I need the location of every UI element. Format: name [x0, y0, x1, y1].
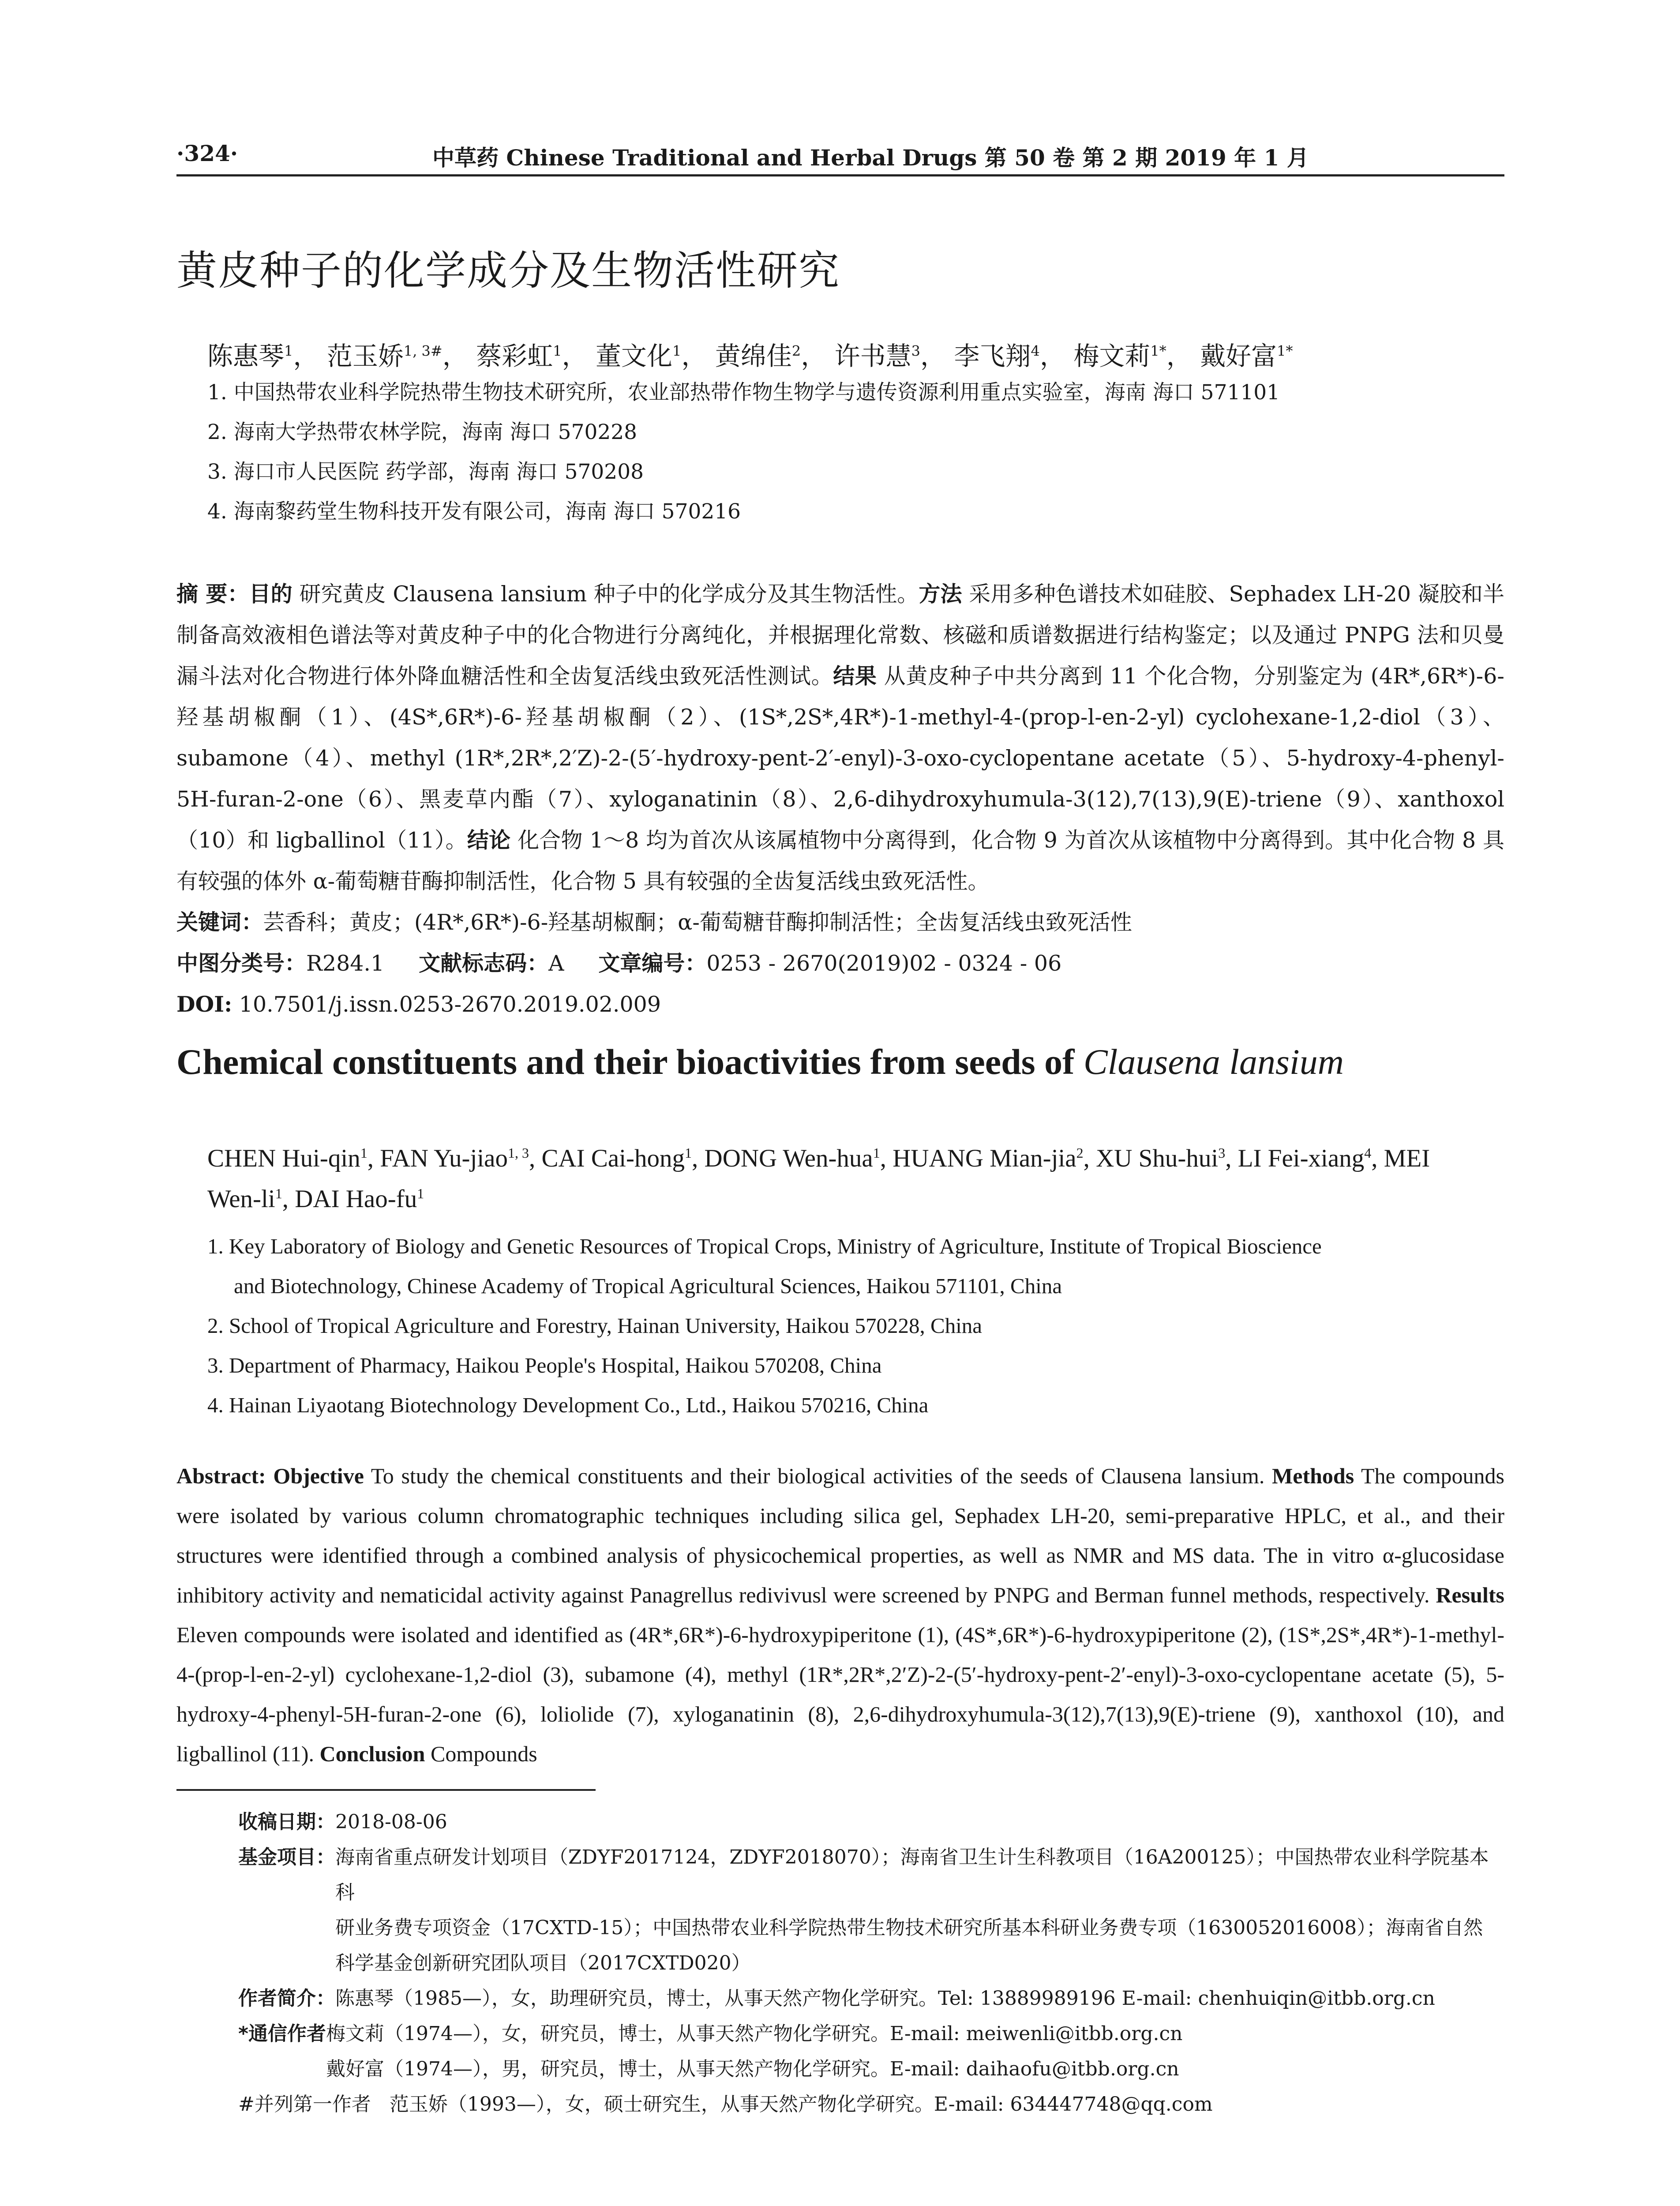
doc-code-value: A [548, 951, 564, 976]
clc-value: R284.1 [306, 951, 385, 976]
affiliation-en-4: 4. Hainan Liyaotang Biotechnology Development Co., Ltd., Haikou 570216, China [207, 1393, 929, 1417]
classification-line [176, 943, 1504, 984]
author-cn: 黄绵佳$^2$， [715, 341, 827, 371]
abstract-label: 摘 要： [176, 582, 249, 607]
doc-code-label: 文献标志码： [419, 951, 549, 976]
author-en: XU Shu-hui$^3$, [1096, 1144, 1238, 1172]
article-no-label: 文章编号： [598, 951, 707, 976]
author-en: CHEN Hui-qin$^1$, [207, 1144, 380, 1172]
keywords-text: 芸香科；黄皮；(4R*,6R*)-6-羟基胡椒酮；α-葡萄糖苷酶抑制活性；全齿复活线虫致死活性 [263, 910, 1132, 935]
results-text: 从黄皮种子中共分离到 11 个化合物，分别鉴定为 (4R*,6R*)-6-羟基胡椒酮（1）、(4S*,6R*)-6-羟基胡椒酮（2）、(1S*,2S*,4R*)-1-methyl-4-(prop-l-en-2-yl) cyclohexane-1,2-diol（3）、subamone（4）、methyl (1R*,2R*,2′Z)-2-(5′-hydroxy-pent-2′-enyl)-3-oxo-cyclopentane acetate（5）、5-hydroxy-4-phenyl-5H-furan-2-one（6）、黑麦草内酯（7）、xyloganatinin（8）、2,6-dihydroxyhumula-3(12),7(13),9(E)-triene（9）、xanthoxol（10）和 ligballinol（11）。 [176, 664, 1504, 853]
author-cn: 董文化$^1$， [596, 341, 707, 371]
footnote-divider [176, 1789, 596, 1791]
author-en: MEI Wen-$li^1$, [207, 1144, 1430, 1213]
doi-line [176, 984, 1504, 1025]
results-label: 结果 [833, 664, 877, 689]
affiliation-en-3: 3. Department of Pharmacy, Haikou People's Hospital, Haikou 570208, China [207, 1353, 882, 1377]
corresponding-authors: *通信作者 梅文莉（1974—），女，研究员，博士，从事天然产物化学研究。E-mail: meiwenli@itbb.org.cn 戴好富（1974—），男，研究员，博士，从事天然产物化学研究。E-mail: daihaofu@itbb.org.cn [238, 2022, 1183, 2080]
author-bio: 作者简介： 陈惠琴（1985—），女，助理研究员，博士，从事天然产物化学研究。Tel: 13889989196 E-mail: chenhuiqin@itbb.org.cn [238, 1987, 1435, 2010]
methods-en-label: Methods [1272, 1463, 1354, 1488]
fund-info: 基金项目： 海南省重点研发计划项目（ZDYF2017124，ZDYF2018070）；海南省卫生计生科教项目（16A200125）；中国热带农业科学院基本科 研业务费专项资金（17CXTD-15）；中国热带农业科学院热带生物技术研究所基本科研业务费专项（1630052016008）；海南省自然 科学基金创新研究团队项目（2017CXTD020） [238, 1846, 1489, 1974]
affiliation-cn-2: 2. 海南大学热带农林学院，海南 海口 570228 [207, 420, 638, 444]
doi-value: 10.7501/j.issn.0253-2670.2019.02.009 [239, 992, 661, 1017]
author-en: DAI Hao-$fu^1$ [295, 1185, 424, 1213]
methods-label: 方法 [919, 582, 962, 607]
received-date: 收稿日期： 2018-08-06 [238, 1811, 447, 1833]
affiliation-en-2: 2. School of Tropical Agriculture and Forestry, Hainan University, Haikou 570228, China [207, 1313, 982, 1338]
english-authors [207, 1138, 1487, 1219]
author-en: FAN Yu-jiao$^{1, 3}$, [380, 1144, 542, 1172]
author-cn: 戴好富$^{1*}$ [1200, 341, 1293, 371]
affiliation-cn-4: 4. 海南黎药堂生物科技开发有限公司，海南 海口 570216 [207, 499, 741, 524]
co-first-author: #并列第一作者 范玉娇（1993—），女，硕士研究生，从事天然产物化学研究。E-mail: 634447748@qq.com [238, 2093, 1213, 2116]
conclusion-en-text: Compounds [430, 1741, 537, 1766]
methods-en-text: The compounds were isolated by various column chromatographic techniques including silica gel, Sephadex LH-20, semi-preparative HPLC, et al., and their structures were identified through a combined analysis of physicochemical properties, as well as NMR and MS data. The in vitro α-glucosidase inhibitory activity and nematicidal activity against Panagrellus redivivusl were screened by PNPG and Berman funnel methods, respectively. [176, 1463, 1504, 1607]
abstract-en-label: Abstract: [176, 1463, 266, 1488]
footnotes [238, 1805, 1504, 2122]
author-cn: 陈惠琴$^1$， [207, 341, 319, 371]
results-en-text: Eleven compounds were isolated and identified as (4R*,6R*)-6-hydroxypiperitone (1), (4S*,6R*)-6-hydroxypiperitone (2), (1S*,2S*,4R*)-1-methyl-4-(prop-l-en-2-yl) cyclohexane-1,2-diol (3), subamone (4), methyl (1R*,2R*,2′Z)-2-(5′-hydroxy-pent-2′-enyl)-3-oxo-cyclopentane acetate (5), 5-hydroxy-4-phenyl-5H-furan-2-one (6), loliolide (7), xyloganatinin (8), 2,6-dihydroxyhumula-3(12),7(13),9(E)-triene (9), xanthoxol (10), and ligballinol (11). [176, 1622, 1504, 1766]
conclusion-label: 结论 [467, 828, 511, 853]
keywords-label: 关键词： [176, 910, 263, 935]
english-title [176, 1041, 1344, 1083]
objective-en-text: To study the chemical constituents and their biological activities of the seeds of Clausena lansium. [371, 1463, 1265, 1488]
affiliation-cn-1: 1. 中国热带农业科学院热带生物技术研究所，农业部热带作物生物学与遗传资源利用重点实验室，海南 海口 571101 [207, 380, 1280, 405]
abstract-cn-body [176, 574, 1504, 902]
clc-label: 中图分类号： [176, 951, 307, 976]
abstract-cn [176, 574, 1504, 1025]
author-en: LI Fei-xiang$^4$, [1238, 1144, 1384, 1172]
conclusion-text: 化合物 1～8 均为首次从该属植物中分离得到，化合物 9 为首次从该植物中分离得到。其中化合物 8 具有较强的体外 α-葡萄糖苷酶抑制活性，化合物 5 具有较强的全齿复活线虫致死活性。 [176, 828, 1504, 894]
english-title-main: Chemical constituents and their bioactivities from seeds of [176, 1042, 1084, 1082]
author-en: CAI Cai-hong$^1$, [541, 1144, 705, 1172]
author-cn: 许书慧$^3$， [834, 341, 946, 371]
author-en: DONG Wen-hua$^1$, [704, 1144, 893, 1172]
keywords [176, 902, 1504, 943]
journal-info: 中草药 Chinese Traditional and Herbal Drugs 第 50 卷 第 2 期 2019 年 1 月 [432, 145, 1309, 171]
abstract-en [176, 1456, 1504, 1774]
affiliation-en-1: 1. Key Laboratory of Biology and Genetic Resources of Tropical Crops, Ministry of Agriculture, Institute of Tropical Bioscience and Biotechnology, Chinese Academy of Tropical Agricultural Sciences, Haikou 571101, China [207, 1234, 1322, 1298]
author-en: HUANG Mian-jia$^2$, [892, 1144, 1096, 1172]
header-rule [176, 174, 1504, 176]
objective-label: 目的 [249, 582, 292, 607]
chinese-title: 黄皮种子的化学成分及生物活性研究 [176, 247, 840, 294]
author-cn: 梅文莉$^{1*}$， [1073, 341, 1192, 371]
conclusion-en-label: Conclusion [319, 1741, 425, 1766]
objective-en-label: Objective [273, 1463, 364, 1488]
page-number: ·324· [176, 140, 238, 166]
affiliation-cn-3: 3. 海口市人民医院 药学部，海南 海口 570208 [207, 460, 644, 484]
english-title-species: Clausena lansium [1083, 1042, 1344, 1082]
chinese-authors [207, 335, 1293, 372]
article-no-value: 0253 - 2670(2019)02 - 0324 - 06 [706, 951, 1062, 976]
results-en-label: Results [1436, 1583, 1505, 1607]
author-cn: 蔡彩虹$^1$， [476, 341, 588, 371]
methods-text: 采用多种色谱技术如硅胶、Sephadex LH-20 凝胶和半制备高效液相色谱法等对黄皮种子中的化合物进行分离纯化，并根据理化常数、核磁和质谱数据进行结构鉴定；以及通过 PNPG 法和贝曼漏斗法对化合物进行体外降血糖活性和全齿复活线虫致死活性测试。 [176, 582, 1504, 689]
author-cn: 李飞翔$^4$， [954, 341, 1065, 371]
author-cn: 范玉娇$^{1, 3\#}$， [326, 341, 468, 371]
doi-label: DOI: [176, 991, 232, 1017]
objective-text: 研究黄皮 Clausena lansium 种子中的化学成分及其生物活性。 [299, 582, 919, 607]
